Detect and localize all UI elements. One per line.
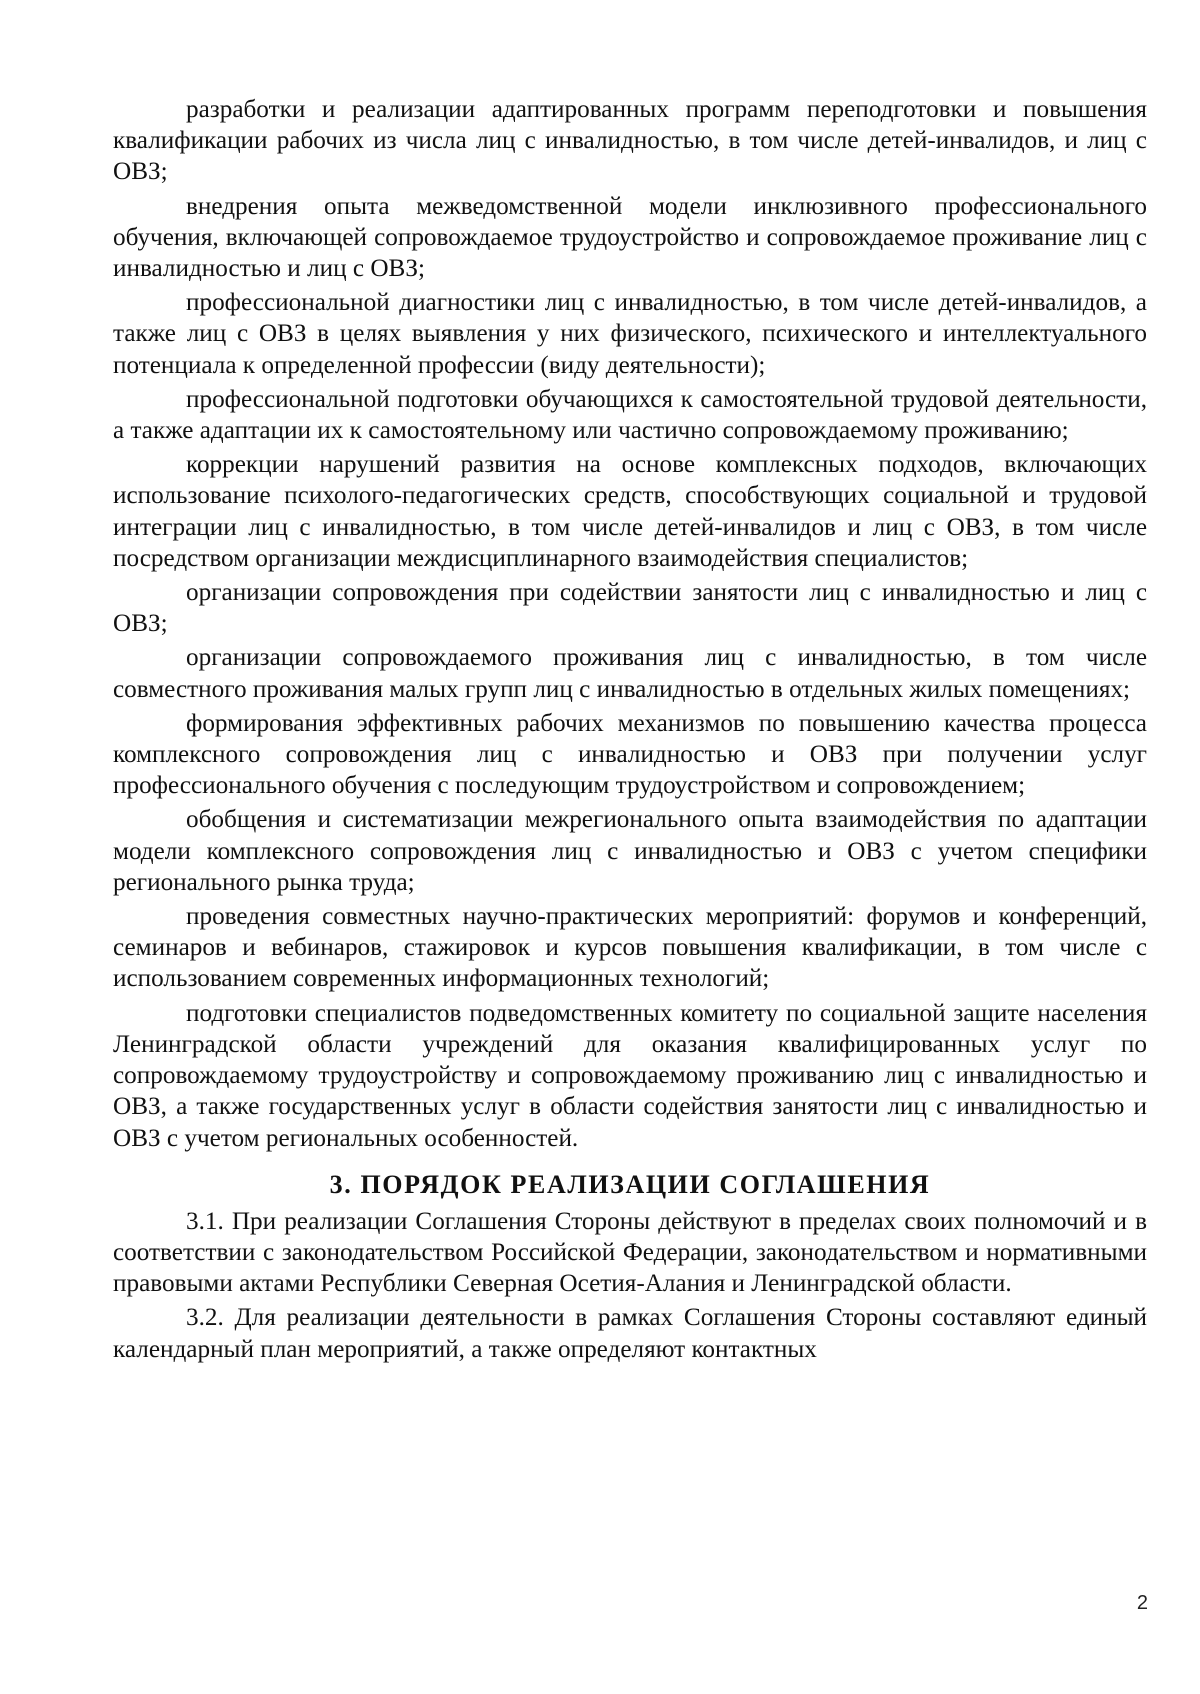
paragraph-joint-events: проведения совместных научно-практических мероприятий: форумов и конференций, семинаров и вебинаров, стажировок и курсов повышения квалификации, в том числе с использованием современных информационных технологий;	[113, 903, 1147, 993]
paragraph-professional-training: профессиональной подготовки обучающихся к самостоятельной трудовой деятельности, а также адаптации их к самостоятельному или частично сопровождаемому проживанию;	[113, 385, 1147, 445]
paragraph-clause-3-1: 3.1. При реализации Соглашения Стороны действуют в пределах своих полномочий и в соответствии с законодательством Российской Федерации, законодательством и нормативными правовыми актами Республики Северная Осетия-Алания и Ленинградской области.	[113, 1207, 1147, 1298]
paragraph-employment-support: организации сопровождения при содействии занятости лиц с инвалидностью и лиц с ОВЗ;	[113, 579, 1147, 638]
paragraph-professional-diagnostics: профессиональной диагностики лиц с инвалидностью, в том числе детей-инвалидов, а также лиц с ОВЗ в целях выявления у них физического, психического и интеллектуального потенциала к определенной профессии (виду деятельности);	[113, 289, 1147, 379]
paragraph-supported-living: организации сопровождаемого проживания лиц с инвалидностью, в том числе совместного проживания малых групп лиц с инвалидностью в отдельных жилых помещениях;	[113, 644, 1147, 703]
paragraph-inclusive-model: внедрения опыта межведомственной модели инклюзивного профессионального обучения, включающей сопровождаемое трудоустройство и сопровождаемое проживание лиц с инвалидностью и лиц с ОВЗ;	[113, 192, 1147, 283]
paragraph-development-correction: коррекции нарушений развития на основе комплексных подходов, включающих использование психолого-педагогических средств, способствующих социальной и трудовой интеграции лиц с инвалидностью, в том числе детей-инвалидов и лиц с ОВЗ, в том числе посредством организации междисциплинарного взаимодействия специалистов;	[113, 451, 1147, 572]
document-body	[113, 94, 1147, 1368]
paragraph-clause-3-2: 3.2. Для реализации деятельности в рамках Соглашения Стороны составляют единый календарный план мероприятий, а также определяют контактных	[113, 1304, 1147, 1363]
paragraph-specialist-training: подготовки специалистов подведомственных комитету по социальной защите населения Ленинградской области учреждений для оказания квалифицированных услуг по сопровождаемому трудоустройству и сопровождаемому проживанию лиц с инвалидностью и ОВЗ, а также государственных услуг в области содействия занятости лиц с инвалидностью и ОВЗ с учетом региональных особенностей.	[113, 999, 1147, 1152]
paragraph-effective-mechanisms: формирования эффективных рабочих механизмов по повышению качества процесса комплексного сопровождения лиц с инвалидностью и ОВЗ при получении услуг профессионального обучения с последующим трудоустройством и сопровождением;	[113, 709, 1147, 800]
section-heading: 3. ПОРЯДОК РЕАЛИЗАЦИИ СОГЛАШЕНИЯ	[329, 1169, 931, 1199]
page-number: 2	[1136, 1592, 1148, 1614]
paragraph-interregional-experience: обобщения и систематизации межрегионального опыта взаимодействия по адаптации модели комплексного сопровождения лиц с инвалидностью и ОВЗ с учетом специфики регионального рынка труда;	[113, 806, 1147, 896]
paragraph-adapted-programs: разработки и реализации адаптированных программ переподготовки и повышения квалификации рабочих из числа лиц с инвалидностью, в том числе детей-инвалидов, и лиц с ОВЗ;	[113, 96, 1147, 186]
